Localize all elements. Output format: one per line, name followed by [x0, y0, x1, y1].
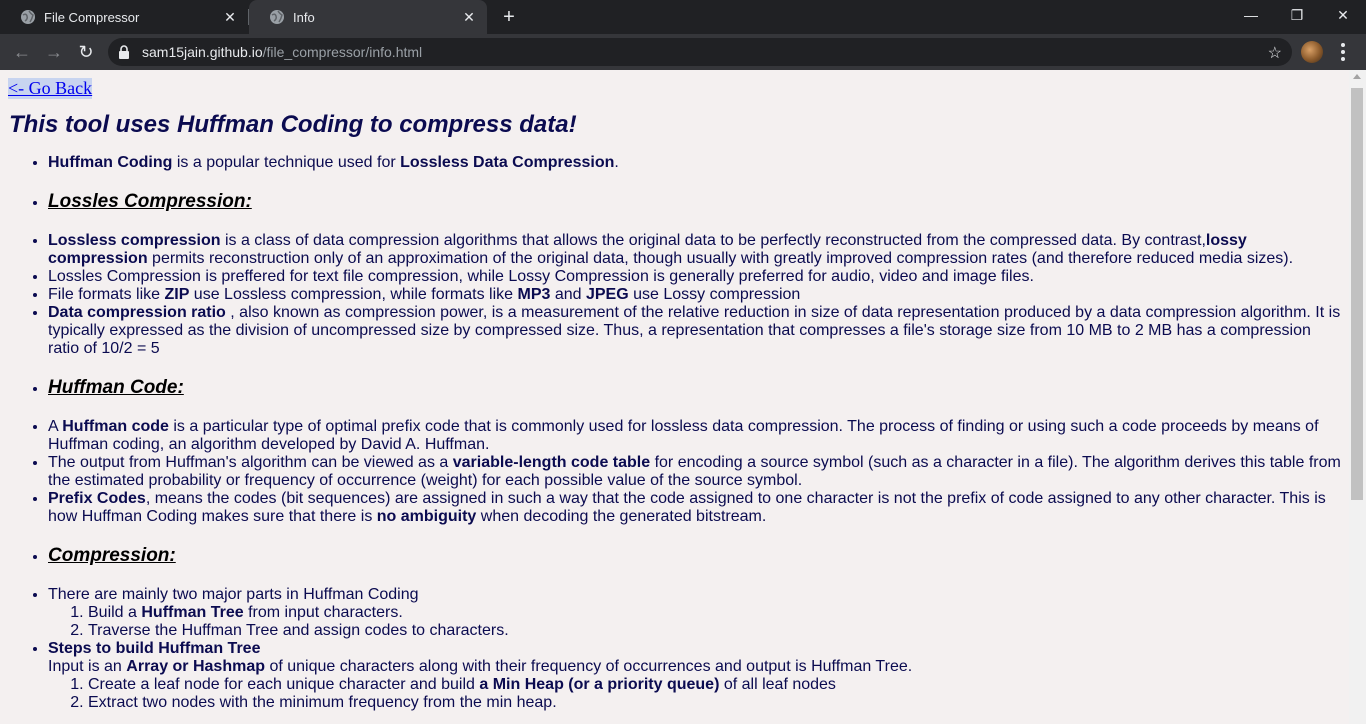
globe-icon [20, 9, 36, 25]
bookmark-star-icon[interactable]: ☆ [1267, 45, 1282, 62]
reload-icon[interactable]: ↻ [78, 41, 94, 62]
lock-icon [118, 45, 130, 59]
profile-avatar[interactable] [1301, 41, 1323, 63]
forward-arrow-icon[interactable]: → [45, 41, 63, 62]
page-content [8, 78, 1342, 712]
list-item: • Lossles Compression is preffered for text file compression, while Lossy Compression is generally preferred for audio, video and image files. [48, 268, 1342, 286]
section-heading-lossless: • Lossles Compression: [48, 191, 252, 212]
page-viewport [0, 70, 1349, 724]
section-heading-compression: • Compression: [48, 545, 176, 566]
url-text: sam15jain.github.io/file_compressor/info.html [142, 44, 423, 60]
page-scrollbar[interactable] [1349, 70, 1366, 724]
restore-button[interactable]: ❐ [1290, 6, 1304, 23]
tab-file-compressor[interactable] [0, 0, 248, 34]
list-item: • Data compression ratio , also known as compression power, is a measurement of the relative reduction in size of data representation produced by a data compression algorithm. It is typically expressed as the division of uncompressed size by compressed size. Thus, a representation that compresses a file's storage size from 10 MB to 2 MB has a compression ratio of 10/2 = 5 [48, 304, 1342, 358]
list-item [48, 545, 1342, 567]
list-item: • The output from Huffman's algorithm can be viewed as a variable-length code table for encoding a source symbol (such as a character in a file). The algorithm derives this table from the estimated probability or frequency of occurrence (weight) for each possible value of the source symbol. [48, 454, 1342, 490]
step-item: 2. Traverse the Huffman Tree and assign codes to characters. [88, 622, 1342, 640]
scrollbar-thumb[interactable] [1351, 88, 1363, 500]
list-item: • There are mainly two major parts in Huffman Coding 1. Build a Huffman Tree from input characters. 2. Traverse the Huffman Tree and assign codes to characters. [48, 586, 1342, 640]
tab-title: File Compressor [44, 9, 140, 25]
list-item [48, 191, 1342, 213]
tab-info[interactable] [249, 0, 487, 34]
tab-title: Info [293, 9, 315, 25]
browser-toolbar [0, 34, 1366, 70]
list-item: • Lossless compression is a class of data compression algorithms that allows the original data to be perfectly reconstructed from the compressed data. By contrast,lossy compression permits reconstruction only of an approximation of the original data, though usually with greatly improved compression rates (and therefore reduced media sizes). [48, 232, 1342, 268]
close-tab-icon[interactable]: ✕ [463, 8, 475, 25]
address-bar[interactable] [108, 38, 1292, 66]
info-list [8, 154, 1342, 712]
list-item: • File formats like ZIP use Lossless compression, while formats like MP3 and JPEG use Lossy compression [48, 286, 1342, 304]
page-title: This tool uses Huffman Coding to compress data! [9, 111, 577, 138]
list-item: • Prefix Codes, means the codes (bit sequences) are assigned in such a way that the code assigned to one character is not the prefix of code assigned to any other character. This is how Huffman Coding makes sure that there is no ambiguity when decoding the generated bitstream. [48, 490, 1342, 526]
steps-list [48, 604, 1342, 640]
step-item: 1. Build a Huffman Tree from input characters. [88, 604, 1342, 622]
list-item [48, 377, 1342, 399]
list-item: • Steps to build Huffman Tree Input is an Array or Hashmap of unique characters along with their frequency of occurrences and output is Huffman Tree. 1. Create a leaf node for each unique character and build a Min Heap (or a priority queue) of all leaf nodes 2. Extract two nodes with the minimum frequency from the min heap. [48, 640, 1342, 712]
scroll-up-arrow-icon[interactable] [1353, 74, 1361, 79]
step-item: 2. Extract two nodes with the minimum frequency from the min heap. [88, 694, 1342, 712]
tab-strip [0, 0, 1366, 34]
list-item: • Huffman Coding is a popular technique used for Lossless Data Compression. [48, 154, 1342, 172]
section-heading-huffman: • Huffman Code: [48, 377, 184, 398]
steps-list [48, 676, 1342, 712]
close-tab-icon[interactable]: ✕ [224, 8, 236, 25]
window-close-button[interactable]: ✕ [1337, 6, 1349, 23]
kebab-menu-icon[interactable] [1336, 40, 1350, 64]
step-item: 1. Create a leaf node for each unique character and build a Min Heap (or a priority queue) of all leaf nodes [88, 676, 1342, 694]
globe-icon [269, 9, 285, 25]
go-back-link[interactable]: <- Go Back [8, 78, 93, 98]
list-item: • A Huffman code is a particular type of optimal prefix code that is commonly used for lossless data compression. The process of finding or using such a code proceeds by means of Huffman coding, an algorithm developed by David A. Huffman. [48, 418, 1342, 454]
minimize-button[interactable]: — [1244, 7, 1258, 23]
back-arrow-icon[interactable]: ← [13, 41, 31, 62]
new-tab-button[interactable]: + [503, 5, 515, 28]
